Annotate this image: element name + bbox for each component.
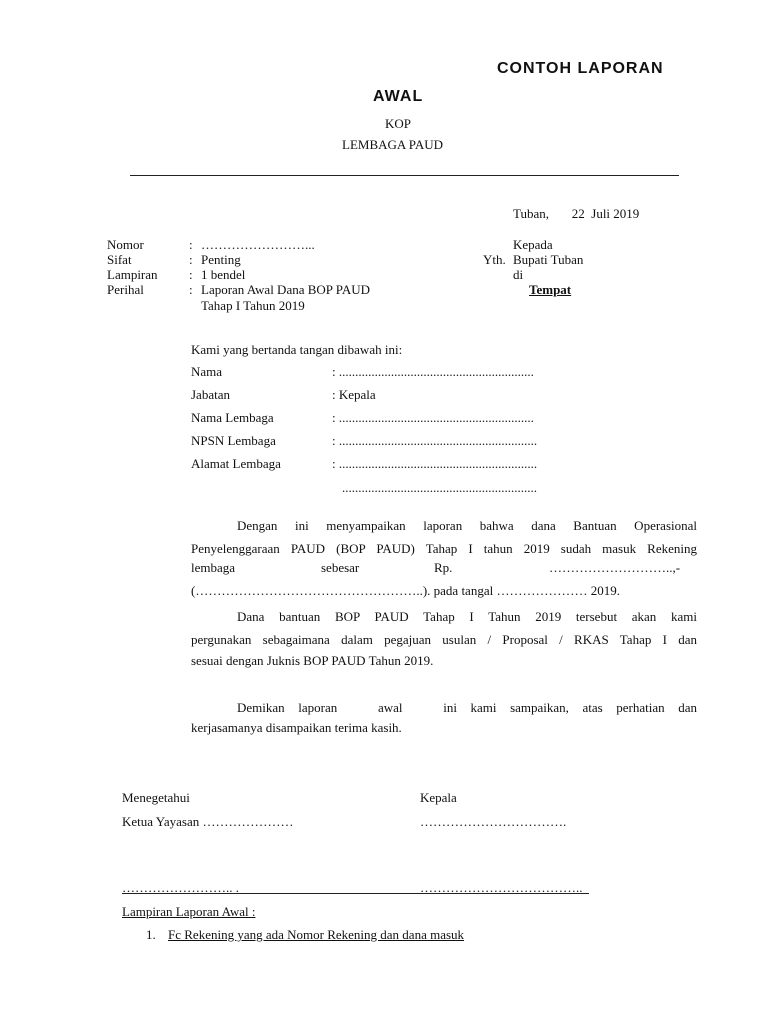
kop-label: KOP: [385, 116, 412, 131]
document-title-line1: CONTOH LAPORAN: [497, 60, 664, 77]
paragraph-1-word-sebesar: sebesar: [321, 560, 360, 575]
signature-left-role: Ketua Yayasan …………………: [122, 814, 294, 829]
lembaga-label: LEMBAGA PAUD: [342, 137, 444, 152]
paragraph-3-line2: kerjasamanya disampaikan terima kasih.: [191, 720, 402, 735]
paragraph-2-line2: pergunakan sebagaimana dalam pegajuan usulan / Proposal / RKAS Tahap I dan: [191, 632, 697, 647]
attachment-item-number: 1.: [146, 927, 156, 942]
field-label-jabatan: Jabatan: [191, 387, 230, 402]
meta-label-sifat: Sifat: [107, 252, 132, 267]
meta-value-lampiran: 1 bendel: [201, 267, 246, 282]
meta-label-nomor: Nomor: [107, 237, 144, 252]
recipient-kepada: Kepada: [513, 237, 553, 252]
attachment-item-text: Fc Rekening yang ada Nomor Rekening dan dana masuk: [168, 927, 465, 942]
letterhead-divider: [130, 175, 679, 176]
field-label-nama-lembaga: Nama Lembaga: [191, 410, 274, 425]
meta-label-perihal: Perihal: [107, 282, 144, 297]
paragraph-1-line2: Penyelenggaraan PAUD (BOP PAUD) Tahap I tahun 2019 sudah masuk Rekening: [191, 541, 697, 556]
meta-colon: :: [189, 267, 193, 282]
paragraph-2-line3: sesuai dengan Juknis BOP PAUD Tahun 2019.: [191, 653, 434, 668]
document-title-line2: AWAL: [373, 88, 424, 105]
place-date: Tuban, 22 Juli 2019: [513, 206, 640, 221]
meta-value-perihal-line2: Tahap I Tahun 2019: [201, 298, 305, 313]
paragraph-1-line1: Dengan ini menyampaikan laporan bahwa dana Bantuan Operasional: [237, 518, 697, 533]
recipient-yth: Yth.: [483, 252, 506, 267]
meta-colon: :: [189, 282, 193, 297]
paragraph-3-line1: Demikan laporan awal ini kami sampaikan, atas perhatian dan: [237, 700, 697, 715]
signature-left-name-line: …………………….. .: [122, 880, 239, 895]
meta-colon: :: [189, 237, 193, 252]
field-value-nama: : ............................................................: [332, 364, 534, 379]
paragraph-1-line4: (……………………………………………..). pada tangal ………………… 2019.: [191, 583, 620, 598]
field-label-npsn: NPSN Lembaga: [191, 433, 276, 448]
signature-right-role: …………………………….: [420, 814, 567, 829]
meta-value-nomor: ……………………...: [201, 237, 315, 252]
field-value-alamat: : .............................................................: [332, 456, 538, 471]
meta-value-perihal: Laporan Awal Dana BOP PAUD: [201, 282, 370, 297]
field-label-nama: Nama: [191, 364, 223, 379]
signature-left-title: Menegetahui: [122, 790, 190, 805]
field-value-alamat-line2: ............................................................: [342, 480, 537, 495]
meta-label-lampiran: Lampiran: [107, 267, 158, 282]
paragraph-1-amount-blank: ………………………..,-: [549, 560, 681, 575]
paragraph-1-word-rp: Rp.: [434, 560, 453, 575]
recipient-name: Bupati Tuban: [513, 252, 584, 267]
meta-colon: :: [189, 252, 193, 267]
signature-right-name-line: ………………………………..: [420, 880, 583, 895]
recipient-di: di: [513, 267, 524, 282]
field-value-jabatan: : Kepala: [332, 387, 376, 402]
meta-value-sifat: Penting: [201, 252, 241, 267]
field-value-nama-lembaga: : ............................................................: [332, 410, 534, 425]
attachment-heading: Lampiran Laporan Awal :: [122, 904, 256, 919]
signature-underline: [122, 893, 589, 894]
field-value-npsn: : .............................................................: [332, 433, 538, 448]
recipient-tempat: Tempat: [529, 282, 572, 297]
signature-right-title: Kepala: [420, 790, 457, 805]
paragraph-2-line1: Dana bantuan BOP PAUD Tahap I Tahun 2019 tersebut akan kami: [237, 609, 697, 624]
paragraph-1-word-lembaga: lembaga: [191, 560, 236, 575]
intro-text: Kami yang bertanda tangan dibawah ini:: [191, 342, 403, 357]
field-label-alamat: Alamat Lembaga: [191, 456, 281, 471]
